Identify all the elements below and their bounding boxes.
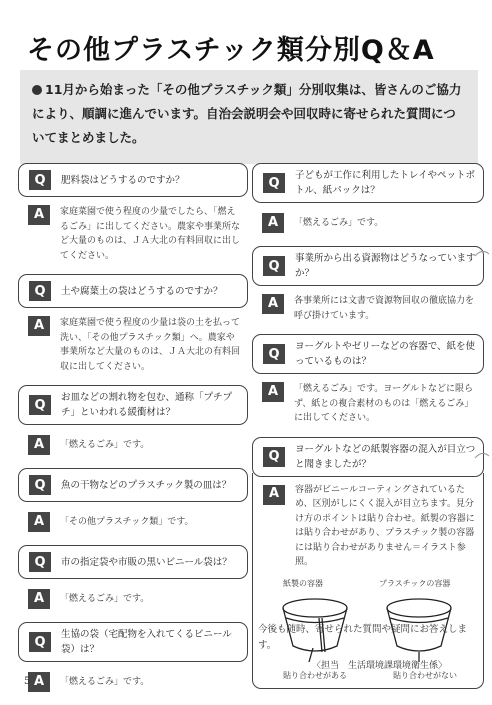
answer — [18, 425, 248, 465]
question-box — [252, 437, 484, 477]
q-badge: Q — [29, 170, 51, 190]
a-badge: A — [262, 382, 284, 402]
question-text: 肥料袋はどうするのですか？ — [61, 174, 185, 186]
plastic-container-label: プラスチックの容器 — [379, 578, 451, 588]
question-box — [18, 385, 248, 425]
question-text: 土や腐葉土の袋はどうするのですか？ — [61, 285, 223, 297]
answer-text: 「燃えるごみ」です。 — [60, 593, 150, 604]
question-box — [18, 468, 248, 502]
q-badge: Q — [29, 281, 51, 301]
qa-item — [18, 274, 248, 382]
intro-box — [20, 70, 478, 164]
answer — [252, 286, 484, 331]
question-box — [18, 622, 248, 662]
a-badge: A — [28, 435, 50, 455]
answer — [18, 579, 248, 619]
left-column — [18, 163, 248, 705]
right-column — [252, 163, 484, 689]
a-badge: A — [28, 205, 50, 225]
q-badge: Q — [263, 344, 285, 364]
qa-item — [252, 246, 484, 331]
a-badge: A — [263, 485, 285, 505]
answer-text: 各事業所には文書で資源物回収の徹底協力を呼び掛けています。 — [294, 296, 475, 321]
answer-text: 「燃えるごみ」です。 — [60, 439, 150, 450]
question-text: お皿などの割れ物を包む、通称「プチプチ」といわれる緩衝材は？ — [61, 392, 233, 418]
a-badge: A — [28, 316, 50, 336]
qa-item — [18, 385, 248, 465]
answer — [252, 203, 484, 243]
answer — [18, 308, 248, 382]
question-text: 魚の干物などのプラスチック製の皿は？ — [61, 479, 232, 491]
answer — [18, 662, 248, 702]
answer-text: 「燃えるごみ」です。 — [294, 217, 384, 228]
a-badge: A — [262, 213, 284, 233]
answer-text: 「その他プラスチック類」です。 — [60, 516, 194, 527]
question-text: 事業所から出る資源物はどうなっていますか？ — [295, 253, 476, 279]
margin-arc-icon — [474, 450, 490, 460]
answer-text: 家庭菜園で使う程度の少量でしたら、「燃えるごみ」に出してください。農家や事業所など大量のものは、ＪＡ大北の有料回収に出してください。 — [60, 207, 241, 261]
qa-item — [18, 545, 248, 619]
q-badge: Q — [29, 632, 51, 652]
q-badge: Q — [263, 256, 285, 276]
q-badge: Q — [263, 447, 285, 467]
question-box — [252, 334, 484, 374]
q-badge: Q — [29, 395, 51, 415]
q-badge: Q — [263, 173, 285, 193]
page-number: 5 — [24, 676, 31, 687]
page-title: その他プラスチック類分別Q＆A — [27, 35, 435, 66]
intro-text: 11月から始まった「その他プラスチック類」分別収集は、皆さんのご協力により、順調に進んでいます。自治会説明会や回収時に寄せられた質問についてまとめました。 — [32, 82, 462, 145]
closing-text: 今後も随時、寄せられた質問や疑問にお答えします。 — [258, 624, 468, 651]
answer — [252, 374, 484, 434]
paper-container-label: 紙製の容器 — [283, 578, 323, 588]
question-box — [252, 163, 484, 203]
question-text: 生協の袋（宅配物を入れてくるビニール袋）は？ — [61, 629, 232, 655]
question-box — [18, 274, 248, 308]
q-badge: Q — [29, 552, 51, 572]
qa-item — [252, 163, 484, 243]
bullet-icon — [32, 85, 42, 95]
answer-text: 「燃えるごみ」です。ヨーグルトなどに限らず、紙との複合素材のものは「燃えるごみ」に出してください。 — [294, 384, 474, 423]
question-box — [252, 246, 484, 286]
answer-panel — [252, 473, 484, 689]
qa-item — [18, 163, 248, 271]
question-text: ヨーグルトなどの紙製容器の混入が目立つと聞きましたが？ — [295, 443, 476, 470]
a-badge: A — [262, 294, 284, 314]
qa-item — [252, 334, 484, 434]
answer-text: 「燃えるごみ」です。 — [60, 676, 150, 687]
question-box — [18, 163, 248, 197]
question-text: ヨーグルトやゼリーなどの容器で、紙を使っているものは？ — [295, 341, 476, 367]
qa-item — [18, 468, 248, 542]
contact-note: 〈担当 生活環境課環境衛生係〉 — [312, 661, 448, 671]
paper-caption: 貼り合わせがある — [283, 670, 347, 680]
answer — [18, 197, 248, 271]
answer — [253, 477, 483, 578]
q-badge: Q — [29, 475, 51, 495]
a-badge: A — [28, 672, 50, 692]
question-text: 子どもが工作に利用したトレイやペットボトル、紙パックは？ — [295, 170, 476, 196]
question-box — [18, 545, 248, 579]
answer-text: 家庭菜園で使う程度の少量は袋の土を払って洗い、「その他プラスチック類」へ。農家や事業所など大量のものは、ＪＡ大北の有料回収に出してください。 — [60, 318, 241, 372]
question-text: 市の指定袋や市販の黒いビニール袋は？ — [61, 556, 232, 568]
a-badge: A — [28, 589, 50, 609]
margin-arc-icon — [474, 248, 490, 258]
answer-text: 容器がビニールコーティングされているため、区別がしにくく混入が目立ちます。見分け方のポイントは貼り合わせ。紙製の容器には貼り合わせがあり、プラスチック製の容器には貼り合わせがありません＝イラスト参照。 — [295, 484, 475, 567]
qa-item — [18, 622, 248, 702]
answer — [18, 502, 248, 542]
plastic-caption: 貼り合わせがない — [393, 670, 457, 680]
a-badge: A — [28, 512, 50, 532]
